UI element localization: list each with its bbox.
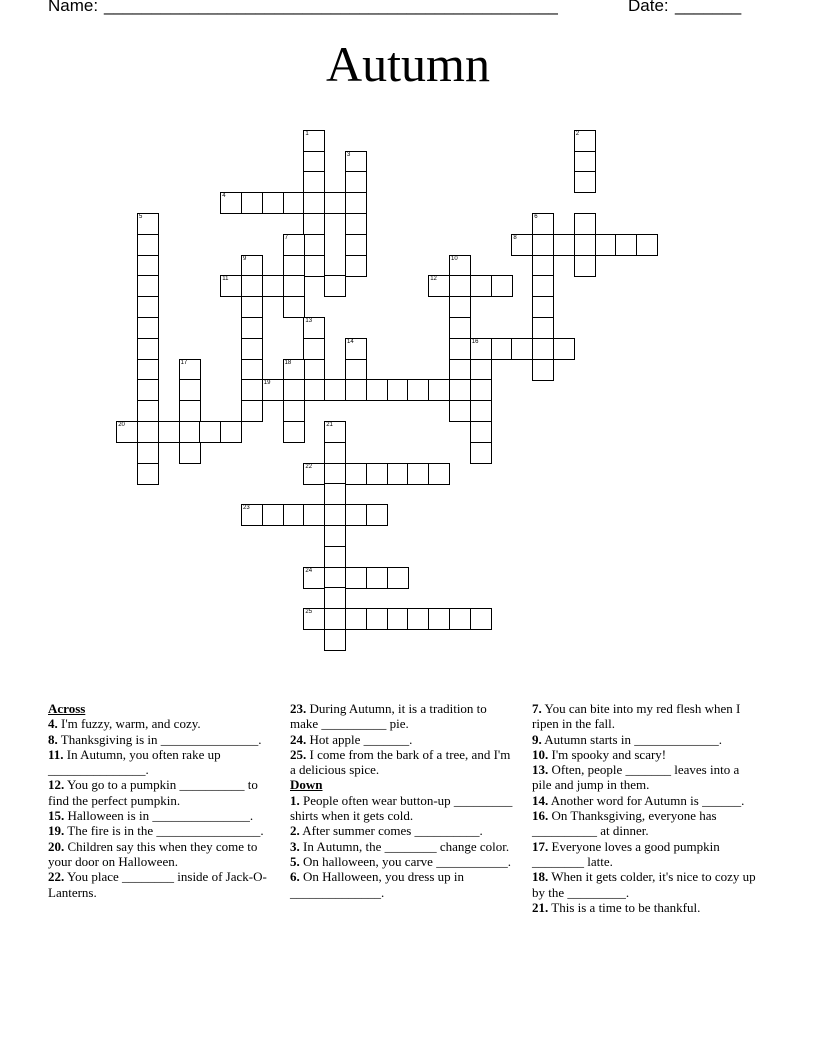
clue-number: 3 <box>347 151 351 158</box>
grid-cell[interactable] <box>574 255 596 277</box>
clue-item <box>532 701 757 732</box>
clue-number: 21 <box>326 422 333 428</box>
date-field[interactable]: _______ <box>675 0 742 15</box>
grid-cell[interactable] <box>470 608 492 630</box>
grid-cell[interactable] <box>241 296 263 318</box>
grid-cell[interactable] <box>283 359 305 381</box>
grid-cell[interactable] <box>303 463 325 485</box>
grid-cell[interactable] <box>324 567 346 589</box>
clue-item <box>48 839 273 870</box>
clue-number: 18. <box>532 869 549 885</box>
grid-cell[interactable] <box>407 463 429 485</box>
grid-cell[interactable] <box>574 234 596 256</box>
clue-item <box>290 823 515 838</box>
grid-cell[interactable] <box>158 421 180 443</box>
page-title: Autumn <box>326 36 490 92</box>
clue-number: 4. <box>48 716 58 732</box>
clue-number: 16 <box>471 338 479 345</box>
clue-number: 25. <box>290 746 307 762</box>
clue-number: 14 <box>347 338 354 345</box>
grid-cell[interactable] <box>137 400 159 422</box>
grid-cell[interactable] <box>491 275 513 297</box>
grid-cell[interactable] <box>345 379 367 401</box>
grid-cell[interactable] <box>449 275 471 297</box>
grid-cell[interactable] <box>449 608 471 630</box>
clue-item <box>48 823 273 838</box>
grid-cell[interactable] <box>303 504 325 526</box>
grid-cell[interactable] <box>137 317 159 339</box>
clue-number: 1. <box>290 792 300 808</box>
grid-cell[interactable] <box>345 504 367 526</box>
clue-item <box>532 869 757 900</box>
grid-cell[interactable] <box>303 192 325 214</box>
grid-cell[interactable] <box>345 608 367 630</box>
clue-item <box>290 732 515 747</box>
grid-cell[interactable] <box>532 296 554 318</box>
grid-cell[interactable] <box>511 338 533 360</box>
clue-number: 6. <box>290 869 300 885</box>
clue-number: 15. <box>48 808 65 824</box>
grid-cell[interactable] <box>137 255 159 277</box>
date-label: Date: <box>628 0 669 15</box>
grid-cell[interactable] <box>553 338 575 360</box>
grid-cell[interactable] <box>449 400 471 422</box>
clue-number: 8. <box>48 731 58 747</box>
grid-cell[interactable] <box>303 151 325 173</box>
grid-cell[interactable] <box>283 275 305 297</box>
grid-cell[interactable] <box>324 421 346 443</box>
grid-cell[interactable] <box>324 504 346 526</box>
clue-text: I'm fuzzy, warm, and cozy. <box>57 716 201 732</box>
clue-number: 13. <box>532 762 549 778</box>
name-label: Name: <box>48 0 99 15</box>
grid-cell[interactable] <box>241 504 263 526</box>
clue-text: You can bite into my red flesh when I ripen in the fall. <box>532 701 741 732</box>
clue-item <box>48 777 273 808</box>
clue-number: 5. <box>290 853 300 869</box>
grid-cell[interactable] <box>303 608 325 630</box>
clue-text: Often, people _______ leaves into a pile and jump in them. <box>532 762 740 793</box>
grid-cell[interactable] <box>345 359 367 381</box>
clue-number: 20 <box>118 422 125 428</box>
grid-cell[interactable] <box>407 608 429 630</box>
grid-cell[interactable] <box>366 504 388 526</box>
clue-text: In Autumn, the ________ change color. <box>299 838 510 854</box>
grid-cell[interactable] <box>553 234 575 256</box>
clue-number: 24. <box>290 731 307 747</box>
clue-text: Another word for Autumn is ______. <box>548 792 745 808</box>
grid-cell[interactable] <box>428 379 450 401</box>
grid-cell[interactable] <box>324 442 346 464</box>
grid-cell[interactable] <box>532 275 554 297</box>
grid-cell[interactable] <box>449 317 471 339</box>
grid-cell[interactable] <box>283 400 305 422</box>
grid-cell[interactable] <box>366 608 388 630</box>
grid-cell[interactable] <box>615 234 637 256</box>
grid-cell[interactable] <box>283 192 305 214</box>
grid-cell[interactable] <box>324 629 346 651</box>
clue-text: Thanksgiving is in _______________. <box>57 731 262 747</box>
clue-number: 11. <box>48 746 64 762</box>
grid-cell[interactable] <box>324 192 346 214</box>
grid-cell[interactable] <box>387 608 409 630</box>
clue-number: 22 <box>305 463 313 470</box>
grid-cell[interactable] <box>283 379 305 401</box>
clue-number: 25 <box>305 609 313 616</box>
grid-cell[interactable] <box>470 421 492 443</box>
grid-cell[interactable] <box>574 151 596 173</box>
across-clues-list-continued <box>290 701 515 777</box>
grid-cell[interactable] <box>387 379 409 401</box>
grid-cell[interactable] <box>137 442 159 464</box>
grid-cell[interactable] <box>470 379 492 401</box>
clue-number: 21. <box>532 899 549 915</box>
grid-cell[interactable] <box>407 379 429 401</box>
grid-cell[interactable] <box>345 255 367 277</box>
grid-cell[interactable] <box>241 275 263 297</box>
clue-number: 10 <box>451 255 458 262</box>
grid-cell[interactable] <box>428 608 450 630</box>
grid-cell[interactable] <box>262 275 284 297</box>
grid-cell[interactable] <box>636 234 658 256</box>
grid-cell[interactable] <box>345 338 367 360</box>
clue-number: 17. <box>532 838 549 854</box>
clue-number: 5 <box>139 214 143 220</box>
grid-cell[interactable] <box>366 379 388 401</box>
grid-cell[interactable] <box>241 379 263 401</box>
grid-cell[interactable] <box>303 255 325 277</box>
grid-cell[interactable] <box>324 379 346 401</box>
grid-cell[interactable] <box>449 338 471 360</box>
grid-cell[interactable] <box>574 130 596 152</box>
grid-cell[interactable] <box>303 234 325 256</box>
grid-cell[interactable] <box>283 234 305 256</box>
clue-text: Children say this when they come to your door on Halloween. <box>48 838 258 869</box>
clue-number: 23 <box>243 505 250 512</box>
clue-number: 7. <box>532 701 542 716</box>
clue-number: 2 <box>575 130 580 137</box>
clue-text: On Halloween, you dress up in ______________. <box>290 869 465 900</box>
grid-cell[interactable] <box>283 504 305 526</box>
clue-text: You place ________ inside of Jack-O-Lanterns. <box>48 869 267 900</box>
clue-number: 12. <box>48 777 65 793</box>
grid-cell[interactable] <box>303 171 325 193</box>
clue-text: When it gets colder, it's nice to cozy up by the _________. <box>532 869 756 900</box>
down-clues-list-continued <box>532 701 757 915</box>
clue-item <box>532 762 757 793</box>
clue-number: 9 <box>243 255 247 262</box>
grid-cell[interactable] <box>532 359 554 381</box>
clue-item <box>290 839 515 854</box>
grid-cell[interactable] <box>303 379 325 401</box>
grid-cell[interactable] <box>324 546 346 568</box>
grid-cell[interactable] <box>345 234 367 256</box>
clue-text: I come from the bark of a tree, and I'm a delicious spice. <box>290 746 511 778</box>
clue-number: 6 <box>534 214 538 220</box>
grid-cell[interactable] <box>116 421 138 443</box>
clue-item <box>48 869 273 900</box>
grid-cell[interactable] <box>345 213 367 235</box>
grid-cell[interactable] <box>262 379 284 401</box>
clue-number: 11 <box>222 276 229 283</box>
clue-text: Halloween is in _______________. <box>64 808 254 824</box>
clue-item <box>532 839 757 870</box>
clue-text: During Autumn, it is a tradition to make __________ pie. <box>290 701 487 732</box>
grid-cell[interactable] <box>303 359 325 381</box>
clue-item <box>290 869 515 900</box>
grid-cell[interactable] <box>387 567 409 589</box>
grid-cell[interactable] <box>137 338 159 360</box>
grid-cell[interactable] <box>449 296 471 318</box>
grid-cell[interactable] <box>324 275 346 297</box>
grid-cell[interactable] <box>137 275 159 297</box>
clue-number: 4 <box>222 193 226 200</box>
grid-cell[interactable] <box>179 442 201 464</box>
clue-number: 12 <box>430 276 437 283</box>
grid-cell[interactable] <box>303 567 325 589</box>
grid-cell[interactable] <box>241 317 263 339</box>
grid-cell[interactable] <box>262 192 284 214</box>
clue-number: 8 <box>513 234 517 241</box>
grid-cell[interactable] <box>470 275 492 297</box>
grid-cell[interactable] <box>345 192 367 214</box>
clue-item <box>48 808 273 823</box>
grid-cell[interactable] <box>220 192 242 214</box>
grid-cell[interactable] <box>345 567 367 589</box>
clue-item <box>48 747 273 778</box>
grid-cell[interactable] <box>137 463 159 485</box>
grid-cell[interactable] <box>366 567 388 589</box>
grid-cell[interactable] <box>303 213 325 235</box>
clue-text: Hot apple _______. <box>306 731 413 747</box>
clue-item <box>532 793 757 808</box>
clue-number: 13 <box>305 318 313 324</box>
clue-number: 19 <box>263 380 271 387</box>
name-field[interactable]: ________________________________________________ <box>104 0 558 15</box>
grid-cell[interactable] <box>387 463 409 485</box>
grid-cell[interactable] <box>220 275 242 297</box>
down-clues-list <box>290 793 515 900</box>
grid-cell[interactable] <box>345 171 367 193</box>
clue-text: Everyone loves a good pumpkin ________ latte. <box>532 838 720 869</box>
clue-item <box>532 900 757 915</box>
clue-number: 24 <box>305 567 313 574</box>
clues-column-1 <box>48 701 273 900</box>
clue-text: I'm spooky and scary! <box>548 746 667 762</box>
clue-item <box>290 793 515 824</box>
clues-column-3 <box>532 701 757 915</box>
clue-text: In Autumn, you often rake up _______________. <box>48 746 221 778</box>
grid-cell[interactable] <box>324 587 346 609</box>
clue-item <box>290 854 515 869</box>
grid-cell[interactable] <box>137 213 159 235</box>
grid-cell[interactable] <box>241 400 263 422</box>
clue-text: People often wear button-up _________ shirts when it gets cold. <box>290 792 513 824</box>
clue-item <box>290 747 515 778</box>
grid-cell[interactable] <box>345 463 367 485</box>
grid-cell[interactable] <box>470 442 492 464</box>
grid-cell[interactable] <box>199 421 221 443</box>
clue-item <box>48 732 273 747</box>
grid-cell[interactable] <box>449 255 471 277</box>
clue-item <box>532 747 757 762</box>
clue-item <box>48 716 273 731</box>
clue-text: This is a time to be thankful. <box>548 899 701 915</box>
grid-cell[interactable] <box>449 379 471 401</box>
grid-cell[interactable] <box>179 421 201 443</box>
grid-cell[interactable] <box>470 338 492 360</box>
grid-cell[interactable] <box>137 296 159 318</box>
clue-text: On Thanksgiving, everyone has __________ at dinner. <box>532 808 717 839</box>
grid-cell[interactable] <box>283 255 305 277</box>
grid-cell[interactable] <box>137 379 159 401</box>
grid-cell[interactable] <box>283 421 305 443</box>
grid-cell[interactable] <box>241 255 263 277</box>
grid-cell[interactable] <box>491 338 513 360</box>
clues-column-2 <box>290 701 515 900</box>
grid-cell[interactable] <box>511 234 533 256</box>
clue-number: 10. <box>532 746 549 762</box>
grid-cell[interactable] <box>179 359 201 381</box>
across-heading: Across <box>48 701 86 716</box>
clue-number: 9. <box>532 731 542 747</box>
grid-cell[interactable] <box>324 525 346 547</box>
across-clues-list <box>48 716 273 900</box>
grid-cell[interactable] <box>532 255 554 277</box>
clue-number: 17 <box>180 359 188 366</box>
grid-cell[interactable] <box>366 463 388 485</box>
clue-number: 22. <box>48 869 65 885</box>
grid-cell[interactable] <box>303 130 325 152</box>
grid-cell[interactable] <box>137 359 159 381</box>
clue-text: The fire is in the ________________. <box>64 823 264 839</box>
clue-number: 16. <box>532 808 549 824</box>
grid-cell[interactable] <box>449 359 471 381</box>
clue-item <box>532 732 757 747</box>
grid-cell[interactable] <box>574 171 596 193</box>
grid-cell[interactable] <box>303 317 325 339</box>
grid-cell[interactable] <box>241 359 263 381</box>
grid-cell[interactable] <box>303 338 325 360</box>
grid-cell[interactable] <box>137 234 159 256</box>
clue-item <box>290 701 515 732</box>
grid-cell[interactable] <box>262 504 284 526</box>
clue-number: 18 <box>284 359 292 366</box>
grid-cell[interactable] <box>470 400 492 422</box>
grid-cell[interactable] <box>179 379 201 401</box>
clue-number: 7 <box>284 234 288 241</box>
clue-item <box>532 808 757 839</box>
clue-number: 3. <box>290 838 300 854</box>
grid-cell[interactable] <box>241 338 263 360</box>
down-heading: Down <box>290 777 323 793</box>
clue-text: On halloween, you carve ___________. <box>299 853 511 869</box>
clue-text: Autumn starts in _____________. <box>541 731 722 747</box>
clue-text: After summer comes __________. <box>299 823 483 839</box>
clue-number: 23. <box>290 701 307 716</box>
grid-cell[interactable] <box>283 296 305 318</box>
clue-number: 1 <box>305 130 309 137</box>
grid-cell[interactable] <box>532 317 554 339</box>
grid-cell[interactable] <box>220 421 242 443</box>
clue-number: 20. <box>48 838 65 854</box>
grid-cell[interactable] <box>324 463 346 485</box>
grid-cell[interactable] <box>532 338 554 360</box>
clue-number: 2. <box>290 823 300 839</box>
grid-cell[interactable] <box>428 463 450 485</box>
grid-cell[interactable] <box>574 213 596 235</box>
grid-cell[interactable] <box>470 359 492 381</box>
grid-cell[interactable] <box>324 483 346 505</box>
clue-number: 19. <box>48 823 65 839</box>
grid-cell[interactable] <box>324 608 346 630</box>
clue-text: You go to a pumpkin __________ to find the perfect pumpkin. <box>48 777 258 808</box>
grid-cell[interactable] <box>241 192 263 214</box>
grid-cell[interactable] <box>179 400 201 422</box>
grid-cell[interactable] <box>345 151 367 173</box>
clue-number: 14. <box>532 792 549 808</box>
grid-cell[interactable] <box>532 213 554 235</box>
grid-cell[interactable] <box>595 234 617 256</box>
grid-cell[interactable] <box>428 275 450 297</box>
